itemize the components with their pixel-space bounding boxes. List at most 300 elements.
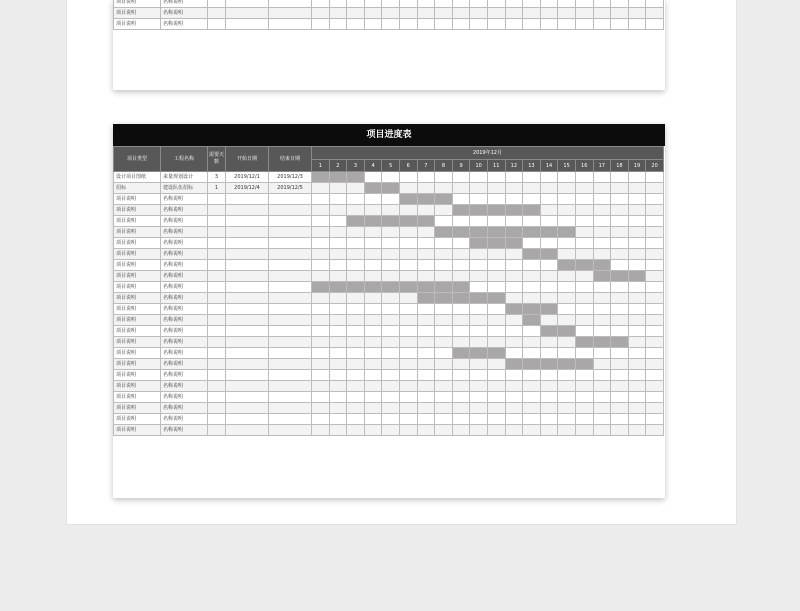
- day-cell: [628, 359, 646, 370]
- header-day: 6: [399, 160, 417, 172]
- day-cell: [382, 403, 400, 414]
- header-day: 8: [435, 160, 453, 172]
- day-cell: [505, 392, 523, 403]
- day-cell: [470, 172, 488, 183]
- day-cell: [312, 8, 330, 19]
- day-cell: [646, 238, 664, 249]
- gantt-bar-cell: [505, 304, 523, 315]
- day-cell: [611, 392, 629, 403]
- day-cell: [523, 194, 541, 205]
- start-date-cell: [226, 348, 269, 359]
- day-cell: [399, 183, 417, 194]
- day-cell: [628, 227, 646, 238]
- day-cell: [575, 282, 593, 293]
- day-cell: [487, 359, 505, 370]
- gantt-bar-cell: [523, 315, 541, 326]
- empty-cell: [269, 8, 312, 19]
- day-cell: [417, 19, 435, 30]
- day-cell: [593, 315, 611, 326]
- days-needed-cell: [208, 403, 226, 414]
- day-cell: [611, 370, 629, 381]
- gantt-bar-cell: [523, 304, 541, 315]
- day-cell: [435, 172, 453, 183]
- day-cell: [611, 183, 629, 194]
- day-cell: [435, 348, 453, 359]
- day-cell: [558, 8, 576, 19]
- day-cell: [628, 293, 646, 304]
- day-cell: [417, 381, 435, 392]
- start-date-cell: [226, 282, 269, 293]
- day-cell: [611, 293, 629, 304]
- day-cell: [558, 216, 576, 227]
- project-type-cell: 项目说明: [114, 392, 161, 403]
- day-cell: [487, 403, 505, 414]
- day-cell: [487, 0, 505, 8]
- day-cell: [382, 381, 400, 392]
- day-cell: [628, 414, 646, 425]
- day-cell: [628, 381, 646, 392]
- day-cell: [611, 348, 629, 359]
- day-cell: [452, 8, 470, 19]
- day-cell: [435, 359, 453, 370]
- day-cell: [364, 315, 382, 326]
- day-cell: [452, 403, 470, 414]
- day-cell: [540, 392, 558, 403]
- day-cell: [347, 260, 365, 271]
- project-name-cell: 建设队伍招标: [161, 183, 208, 194]
- day-cell: [312, 348, 330, 359]
- start-date-cell: [226, 194, 269, 205]
- day-cell: [382, 249, 400, 260]
- day-cell: [329, 183, 347, 194]
- day-cell: [347, 271, 365, 282]
- day-cell: [593, 326, 611, 337]
- start-date-cell: [226, 403, 269, 414]
- day-cell: [347, 370, 365, 381]
- day-cell: [470, 216, 488, 227]
- gantt-bar-cell: [611, 337, 629, 348]
- day-cell: [558, 271, 576, 282]
- end-date-cell: [269, 348, 312, 359]
- day-cell: [611, 8, 629, 19]
- day-cell: [575, 271, 593, 282]
- gantt-bar-cell: [347, 216, 365, 227]
- day-cell: [611, 194, 629, 205]
- day-cell: [575, 249, 593, 260]
- day-cell: [593, 19, 611, 30]
- day-cell: [399, 172, 417, 183]
- day-cell: [399, 260, 417, 271]
- day-cell: [575, 425, 593, 436]
- day-cell: [399, 348, 417, 359]
- gantt-bar-cell: [558, 227, 576, 238]
- header-day: 14: [540, 160, 558, 172]
- day-cell: [540, 19, 558, 30]
- day-cell: [487, 172, 505, 183]
- gantt-bar-cell: [470, 348, 488, 359]
- day-cell: [347, 359, 365, 370]
- day-cell: [487, 19, 505, 30]
- day-cell: [452, 315, 470, 326]
- start-date-cell: [226, 425, 269, 436]
- end-date-cell: 2019/12/3: [269, 172, 312, 183]
- day-cell: [487, 183, 505, 194]
- day-cell: [312, 238, 330, 249]
- project-type-cell: 项目说明: [114, 425, 161, 436]
- project-name-cell: 名称说明: [161, 425, 208, 436]
- day-cell: [593, 348, 611, 359]
- day-cell: [523, 183, 541, 194]
- day-cell: [399, 337, 417, 348]
- day-cell: [628, 172, 646, 183]
- day-cell: [329, 8, 347, 19]
- day-cell: [593, 216, 611, 227]
- day-cell: [364, 8, 382, 19]
- day-cell: [435, 249, 453, 260]
- day-cell: [347, 337, 365, 348]
- day-cell: [452, 216, 470, 227]
- project-name-cell: 名称说明: [161, 337, 208, 348]
- gantt-bar-cell: [505, 238, 523, 249]
- day-cell: [540, 205, 558, 216]
- days-needed-cell: [208, 381, 226, 392]
- day-cell: [382, 238, 400, 249]
- days-needed-cell: [208, 315, 226, 326]
- day-cell: [558, 304, 576, 315]
- day-cell: [646, 282, 664, 293]
- day-cell: [329, 19, 347, 30]
- day-cell: [435, 304, 453, 315]
- day-cell: [329, 337, 347, 348]
- day-cell: [364, 249, 382, 260]
- day-cell: [312, 425, 330, 436]
- day-cell: [382, 392, 400, 403]
- previous-sheet: [113, 0, 665, 90]
- day-cell: [487, 260, 505, 271]
- project-type-cell: 项目说明: [114, 337, 161, 348]
- day-cell: [575, 205, 593, 216]
- day-cell: [575, 216, 593, 227]
- day-cell: [364, 359, 382, 370]
- day-cell: [364, 392, 382, 403]
- day-cell: [558, 249, 576, 260]
- start-date-cell: 2019/12/4: [226, 183, 269, 194]
- project-name-cell: 名称说明: [161, 216, 208, 227]
- day-cell: [646, 227, 664, 238]
- header-day: 9: [452, 160, 470, 172]
- gantt-bar-cell: [382, 216, 400, 227]
- table-row: [114, 315, 664, 326]
- project-type-cell: 项目说明: [114, 271, 161, 282]
- day-cell: [329, 238, 347, 249]
- day-cell: [417, 183, 435, 194]
- day-cell: [646, 249, 664, 260]
- gantt-bar-cell: [505, 205, 523, 216]
- day-cell: [628, 337, 646, 348]
- table-row: [114, 348, 664, 359]
- day-cell: [435, 414, 453, 425]
- gantt-bar-cell: [364, 282, 382, 293]
- day-cell: [593, 304, 611, 315]
- day-cell: [540, 0, 558, 8]
- day-cell: [452, 425, 470, 436]
- day-cell: [382, 348, 400, 359]
- day-cell: [487, 326, 505, 337]
- day-cell: [347, 183, 365, 194]
- day-cell: [364, 271, 382, 282]
- gantt-bar-cell: [470, 293, 488, 304]
- project-name-cell: 名称说明: [161, 326, 208, 337]
- day-cell: [347, 238, 365, 249]
- day-cell: [399, 271, 417, 282]
- day-cell: [540, 425, 558, 436]
- days-needed-cell: [208, 249, 226, 260]
- day-cell: [505, 0, 523, 8]
- day-cell: [593, 414, 611, 425]
- day-cell: [347, 403, 365, 414]
- day-cell: [593, 359, 611, 370]
- day-cell: [575, 183, 593, 194]
- day-cell: [364, 238, 382, 249]
- gantt-bar-cell: [452, 282, 470, 293]
- day-cell: [523, 370, 541, 381]
- project-type-cell: 项目说明: [114, 348, 161, 359]
- end-date-cell: [269, 271, 312, 282]
- day-cell: [470, 19, 488, 30]
- day-cell: [452, 249, 470, 260]
- project-type-cell: 项目说明: [114, 19, 161, 30]
- gantt-bar-cell: [435, 293, 453, 304]
- day-cell: [487, 8, 505, 19]
- empty-cell: [226, 8, 269, 19]
- table-row: [114, 260, 664, 271]
- project-type-cell: 设计项目图纸: [114, 172, 161, 183]
- project-type-cell: 项目说明: [114, 8, 161, 19]
- table-row: [114, 249, 664, 260]
- day-cell: [558, 293, 576, 304]
- day-cell: [505, 260, 523, 271]
- day-cell: [505, 282, 523, 293]
- day-cell: [364, 227, 382, 238]
- day-cell: [435, 216, 453, 227]
- project-name-cell: 名称说明: [161, 282, 208, 293]
- day-cell: [329, 315, 347, 326]
- day-cell: [399, 238, 417, 249]
- day-cell: [312, 414, 330, 425]
- day-cell: [329, 194, 347, 205]
- day-cell: [646, 271, 664, 282]
- gantt-bar-cell: [382, 282, 400, 293]
- day-cell: [523, 414, 541, 425]
- day-cell: [523, 348, 541, 359]
- end-date-cell: [269, 381, 312, 392]
- day-cell: [347, 194, 365, 205]
- day-cell: [646, 293, 664, 304]
- day-cell: [505, 337, 523, 348]
- day-cell: [399, 293, 417, 304]
- day-cell: [452, 183, 470, 194]
- day-cell: [593, 293, 611, 304]
- day-cell: [347, 348, 365, 359]
- day-cell: [575, 381, 593, 392]
- project-type-cell: 项目说明: [114, 205, 161, 216]
- gantt-bar-cell: [435, 227, 453, 238]
- day-cell: [435, 315, 453, 326]
- day-cell: [487, 271, 505, 282]
- end-date-cell: [269, 260, 312, 271]
- day-cell: [505, 293, 523, 304]
- day-cell: [417, 414, 435, 425]
- project-name-cell: 名称说明: [161, 392, 208, 403]
- day-cell: [540, 183, 558, 194]
- day-cell: [628, 348, 646, 359]
- day-cell: [312, 227, 330, 238]
- day-cell: [575, 238, 593, 249]
- day-cell: [558, 0, 576, 8]
- day-cell: [312, 304, 330, 315]
- day-cell: [347, 381, 365, 392]
- days-needed-cell: [208, 337, 226, 348]
- day-cell: [505, 183, 523, 194]
- project-type-cell: 项目说明: [114, 359, 161, 370]
- day-cell: [611, 19, 629, 30]
- day-cell: [470, 425, 488, 436]
- day-cell: [558, 403, 576, 414]
- day-cell: [611, 304, 629, 315]
- day-cell: [435, 425, 453, 436]
- start-date-cell: [226, 205, 269, 216]
- day-cell: [628, 19, 646, 30]
- table-row: [114, 293, 664, 304]
- day-cell: [646, 172, 664, 183]
- project-type-cell: 项目说明: [114, 293, 161, 304]
- gantt-bar-cell: [540, 304, 558, 315]
- day-cell: [575, 304, 593, 315]
- day-cell: [540, 348, 558, 359]
- gantt-bar-cell: [540, 326, 558, 337]
- project-type-cell: 项目说明: [114, 370, 161, 381]
- day-cell: [593, 381, 611, 392]
- gantt-bar-cell: [347, 172, 365, 183]
- day-cell: [329, 370, 347, 381]
- previous-sheet-table: [113, 0, 664, 30]
- gantt-bar-cell: [470, 227, 488, 238]
- day-cell: [347, 19, 365, 30]
- header-day: 10: [470, 160, 488, 172]
- day-cell: [628, 282, 646, 293]
- table-row: [114, 227, 664, 238]
- day-cell: [575, 315, 593, 326]
- day-cell: [540, 403, 558, 414]
- table-row: [114, 194, 664, 205]
- table-row: [114, 392, 664, 403]
- gantt-bar-cell: [329, 172, 347, 183]
- end-date-cell: [269, 216, 312, 227]
- gantt-bar-cell: [435, 282, 453, 293]
- day-cell: [435, 370, 453, 381]
- day-cell: [646, 326, 664, 337]
- day-cell: [628, 315, 646, 326]
- day-cell: [505, 381, 523, 392]
- day-cell: [505, 19, 523, 30]
- end-date-cell: [269, 238, 312, 249]
- table-row: [114, 216, 664, 227]
- day-cell: [312, 337, 330, 348]
- day-cell: [628, 238, 646, 249]
- gantt-bar-cell: [452, 205, 470, 216]
- day-cell: [628, 205, 646, 216]
- day-cell: [399, 249, 417, 260]
- day-cell: [558, 392, 576, 403]
- day-cell: [575, 0, 593, 8]
- day-cell: [523, 381, 541, 392]
- day-cell: [382, 425, 400, 436]
- start-date-cell: [226, 271, 269, 282]
- day-cell: [364, 425, 382, 436]
- days-needed-cell: [208, 260, 226, 271]
- day-cell: [487, 337, 505, 348]
- day-cell: [628, 304, 646, 315]
- day-cell: [646, 425, 664, 436]
- day-cell: [470, 249, 488, 260]
- day-cell: [417, 370, 435, 381]
- project-type-cell: 招标: [114, 183, 161, 194]
- gantt-bar-cell: [523, 227, 541, 238]
- day-cell: [628, 249, 646, 260]
- header-day: 17: [593, 160, 611, 172]
- day-cell: [470, 337, 488, 348]
- days-needed-cell: [208, 392, 226, 403]
- table-row: [114, 381, 664, 392]
- day-cell: [452, 260, 470, 271]
- gantt-bar-cell: [593, 260, 611, 271]
- project-type-cell: 项目说明: [114, 304, 161, 315]
- day-cell: [382, 359, 400, 370]
- day-cell: [435, 0, 453, 8]
- project-type-cell: 项目说明: [114, 381, 161, 392]
- day-cell: [399, 227, 417, 238]
- end-date-cell: [269, 403, 312, 414]
- day-cell: [487, 414, 505, 425]
- header-day: 3: [347, 160, 365, 172]
- day-cell: [347, 227, 365, 238]
- day-cell: [646, 8, 664, 19]
- project-name-cell: 名称说明: [161, 260, 208, 271]
- gantt-bar-cell: [558, 326, 576, 337]
- day-cell: [364, 348, 382, 359]
- project-name-cell: 名称说明: [161, 238, 208, 249]
- day-cell: [417, 425, 435, 436]
- day-cell: [435, 183, 453, 194]
- end-date-cell: [269, 194, 312, 205]
- start-date-cell: [226, 381, 269, 392]
- gantt-bar-cell: [487, 293, 505, 304]
- table-row: [114, 238, 664, 249]
- header-day: 15: [558, 160, 576, 172]
- gantt-bar-cell: [593, 271, 611, 282]
- end-date-cell: [269, 414, 312, 425]
- day-cell: [523, 238, 541, 249]
- gantt-bar-cell: [417, 216, 435, 227]
- day-cell: [329, 359, 347, 370]
- day-cell: [646, 0, 664, 8]
- day-cell: [646, 392, 664, 403]
- days-needed-cell: 3: [208, 172, 226, 183]
- table-row: [114, 172, 664, 183]
- day-cell: [364, 381, 382, 392]
- day-cell: [575, 8, 593, 19]
- gantt-bar-cell: [417, 293, 435, 304]
